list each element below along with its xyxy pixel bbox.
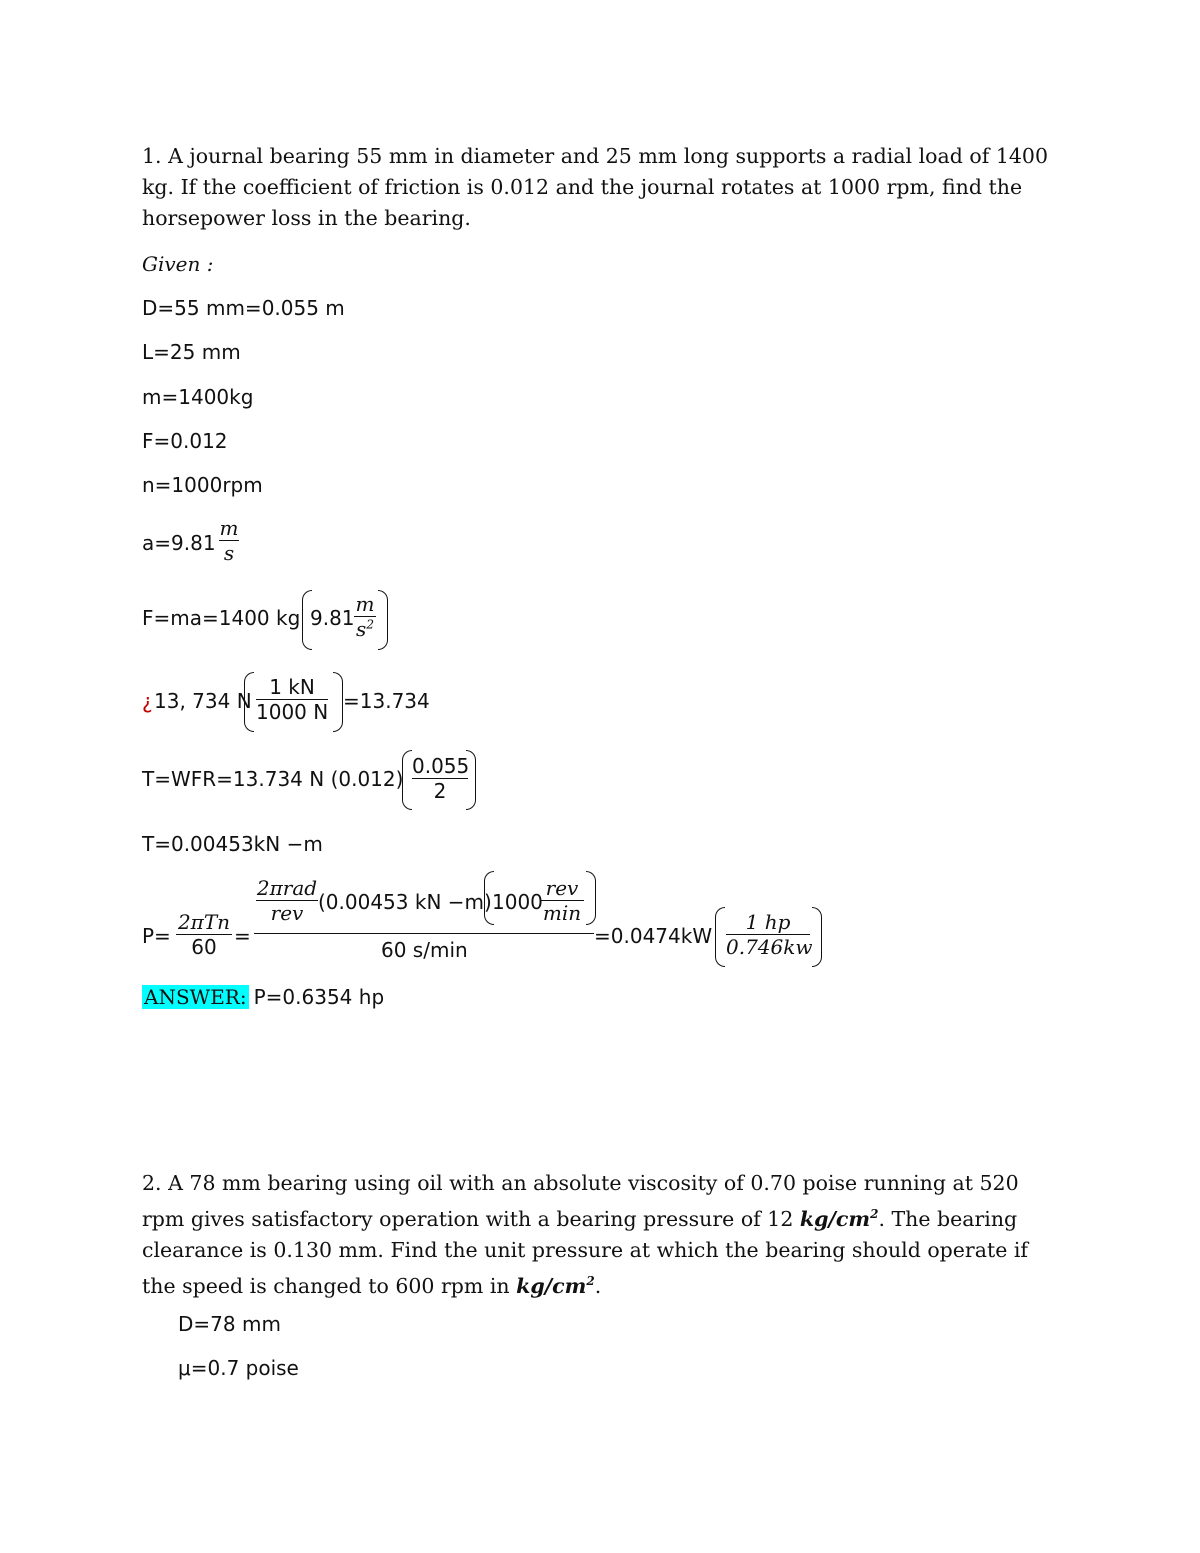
power-rev-fraction xyxy=(540,876,584,925)
right-paren xyxy=(586,871,596,925)
conversion-mark: ¿ xyxy=(142,689,153,713)
left-paren xyxy=(244,672,254,732)
given-friction: F=0.012 xyxy=(142,429,228,453)
conversion-rhs: =13.734 xyxy=(343,689,430,713)
left-paren xyxy=(402,750,412,810)
force-denominator: $s^2$ xyxy=(356,617,374,641)
hp-conversion-numerator: 1 hp xyxy=(745,910,791,934)
problem-2-text-b: . The bearing clearance is 0.130 mm. Find the unit pressure at which the bearing should operate if the speed is changed to 600 rpm in xyxy=(142,1206,1028,1298)
given-diameter-2: D=78 mm xyxy=(178,1312,281,1336)
given-speed: n=1000rpm xyxy=(142,473,263,497)
acceleration-fraction xyxy=(219,516,239,565)
power-equals: = xyxy=(234,924,251,948)
torque-lhs: T=WFR=13.734 N (0.012) xyxy=(142,767,404,791)
right-paren xyxy=(812,907,822,967)
problem-2-text-a: 2. A 78 mm bearing using oil with an absolute viscosity of 0.70 poise running at 520 rpm gives satisfactory operation with a bearing pressure of 12 xyxy=(142,1171,1019,1231)
conversion-numerator: 1 kN xyxy=(269,675,315,699)
problem-1-text: 1. A journal bearing 55 mm in diameter and 25 mm long supports a radial load of 1400 kg. If the coefficient of friction is 0.012 and the journal rotates at 1000 rpm, find the horsepower loss in the bearing. xyxy=(142,144,1048,230)
given-diameter: D=55 mm=0.055 m xyxy=(142,296,345,320)
force-fraction xyxy=(354,592,376,641)
given-mass: m=1400kg xyxy=(142,385,254,409)
power-rev-numerator: rev xyxy=(545,876,579,900)
given-viscosity: μ=0.7 poise xyxy=(178,1356,299,1380)
power-rad-numerator: 2πrad xyxy=(256,876,318,900)
power-torque-term: (0.00453 kN −m) xyxy=(318,890,492,914)
power-big-fraction-bar xyxy=(254,933,594,934)
problem-2-text xyxy=(142,1168,1062,1302)
given-length: L=25 mm xyxy=(142,340,241,364)
torque-result: T=0.00453kN −m xyxy=(142,832,323,856)
answer-line xyxy=(142,985,384,1010)
left-paren xyxy=(715,907,725,967)
acceleration-denominator: s xyxy=(223,541,235,565)
torque-numerator: 0.055 xyxy=(412,754,470,778)
acceleration-numerator: m xyxy=(219,516,239,540)
right-paren xyxy=(466,750,476,810)
conversion-fraction xyxy=(256,675,328,724)
given-label: Given : xyxy=(142,252,214,276)
power-rev-denominator: min xyxy=(542,901,582,925)
answer-value: P=0.6354 hp xyxy=(253,985,385,1009)
power-denominator: 60 xyxy=(191,935,217,959)
power-rad-fraction xyxy=(256,876,318,925)
right-paren xyxy=(333,672,343,732)
torque-fraction xyxy=(412,754,468,803)
hp-conversion-denominator: 0.746kw xyxy=(726,935,813,959)
torque-denominator: 2 xyxy=(433,779,447,803)
problem-2-text-c: . xyxy=(594,1273,602,1298)
power-big-denominator: 60 s/min xyxy=(381,938,468,962)
power-numerator: 2πTn xyxy=(177,910,231,934)
conversion-denominator: 1000 N xyxy=(256,700,329,724)
power-1000: 1000 xyxy=(492,890,543,914)
power-rhs: =0.0474kW xyxy=(594,924,713,948)
unit-kg-per-cm2: $kg/cm^2$ xyxy=(799,1206,879,1231)
force-numerator: m xyxy=(355,592,375,616)
answer-label: ANSWER: xyxy=(144,985,247,1009)
right-paren xyxy=(378,590,388,650)
power-fraction xyxy=(176,910,232,959)
force-lhs: F=ma=1400 kg xyxy=(142,606,301,630)
unit-kg-per-cm2: $kg/cm^2$ xyxy=(516,1273,595,1298)
power-lhs: P= xyxy=(142,924,171,948)
conversion-lhs: 13, 734 N xyxy=(154,689,252,713)
hp-conversion-fraction xyxy=(726,910,813,959)
force-inner-value: 9.81 xyxy=(310,606,355,630)
power-rad-denominator: rev xyxy=(270,901,304,925)
acceleration-lhs: a=9.81 xyxy=(142,531,216,555)
